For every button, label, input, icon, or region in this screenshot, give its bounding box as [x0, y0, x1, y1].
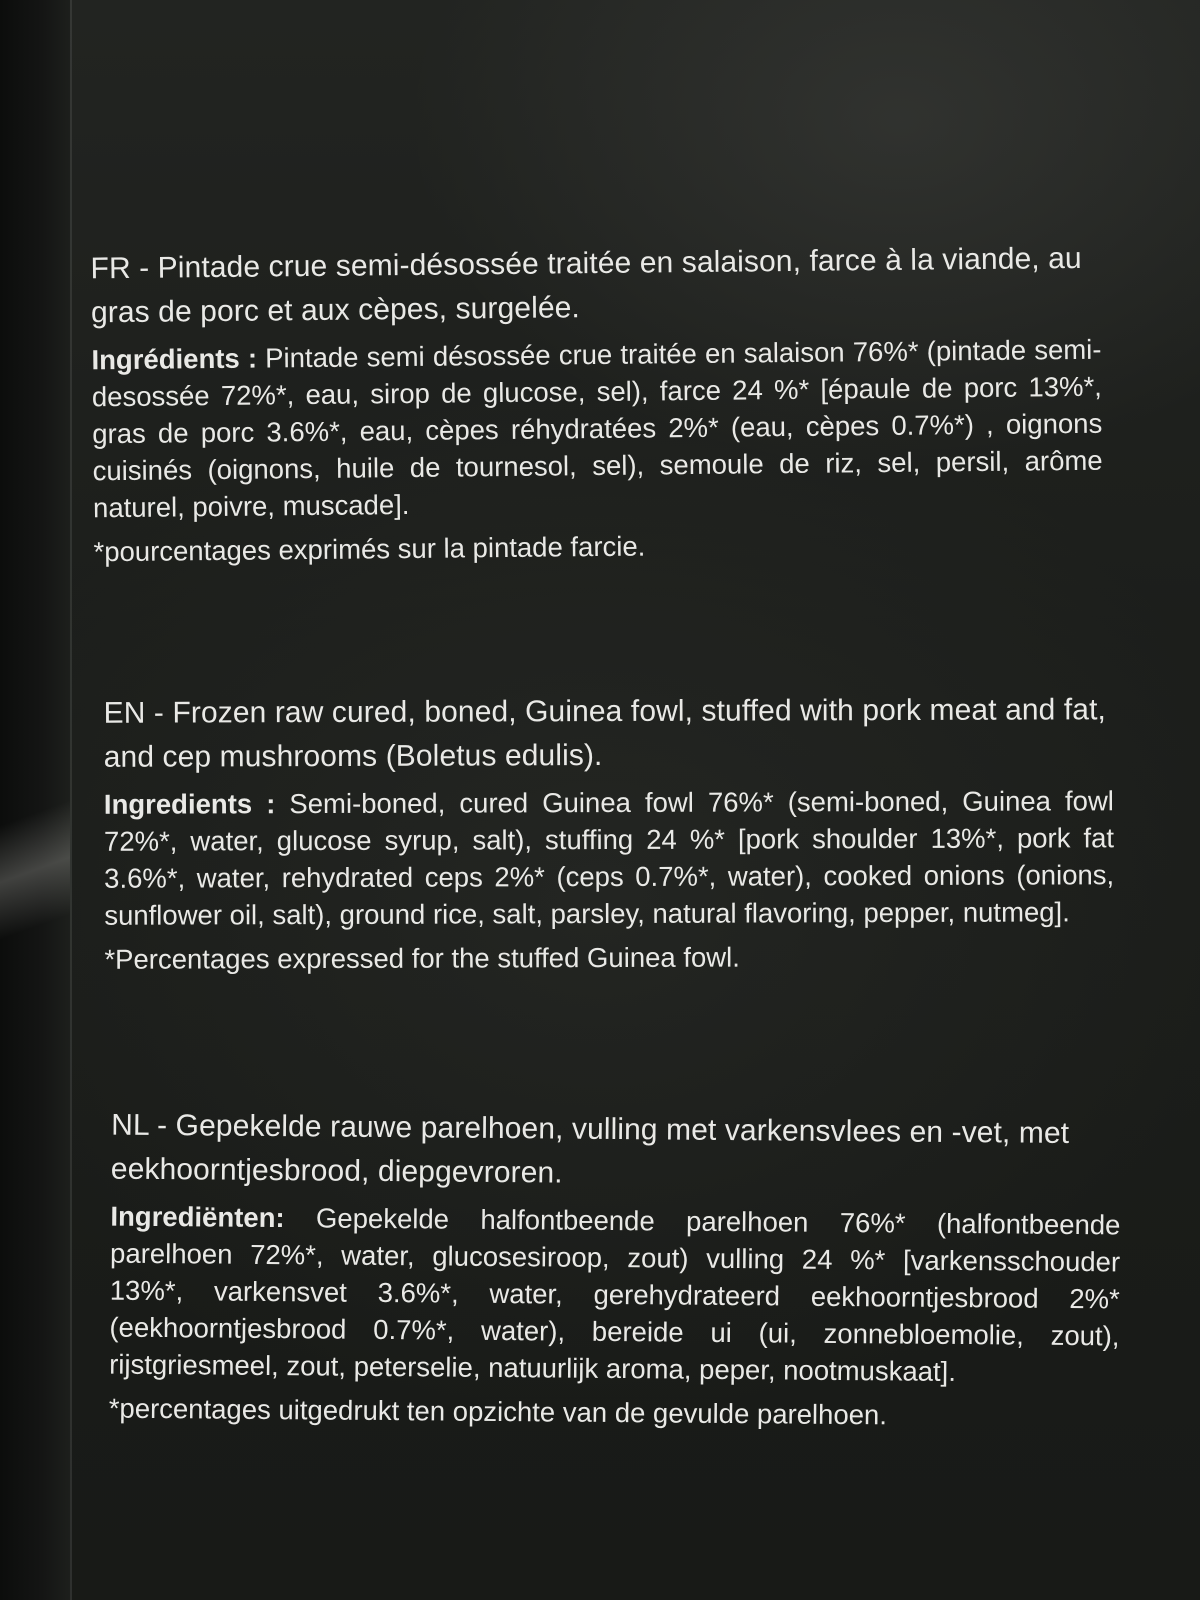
dutch-ingredients [109, 1198, 1121, 1392]
dutch-section [109, 1104, 1122, 1438]
dutch-percentage-note: *percentages uitgedrukt ten opzichte van de gevulde parelhoen. [108, 1392, 888, 1431]
package-fold-line [70, 0, 72, 1600]
light-glare [0, 740, 70, 1000]
english-percentage-note: *Percentages expressed for the stuffed Guinea fowl. [104, 941, 740, 975]
french-product-title: FR - Pintade crue semi-désossée traitée en salaison, farce à la viande, au gras de porc et aux cèpes, surgelée. [90, 241, 1082, 330]
french-section [90, 237, 1103, 573]
dutch-ingredients-label: Ingrediënten: [110, 1200, 285, 1234]
french-ingredients-text: Pintade semi désossée crue traitée en salaison 76%* (pintade semi-desossée 72%*, eau, sirop de glucose, sel), farce 24 %* [épaule de porc 13%*, gras de porc 3.6%*, eau, cèpes réhydratées 2%* (eau, cèpes 0.7%*) , oignons cuisinés (oignons, huile de tournesol, sel), semoule de riz, sel, persil, arôme naturel, poivre, muscade]. [91, 333, 1103, 524]
dutch-product-title: NL - Gepekelde rauwe parelhoen, vulling met varkensvlees en -vet, met eekhoorntjesbrood, diepgevroren. [110, 1108, 1070, 1190]
french-ingredients-label: Ingrédients : [91, 342, 258, 376]
dutch-ingredients-text: Gepekelde halfontbeende parelhoen 76%* (halfontbeende parelhoen 72%*, water, glucosesiroop, zout) vulling 24 %* [varkensschouder 13%*, varkensvet 3.6%*, water, gerehydrateerd eekhoorntjesbrood 2%* (eekhoorntjesbrood 0.7%*, water), bereide ui (ui, zonnebloemolie, zout), rijstgriesmeel, zout, peterselie, natuurlijk aroma, peper, nootmuskaat]. [109, 1202, 1121, 1387]
english-product-title: EN - Frozen raw cured, boned, Guinea fowl, stuffed with pork meat and fat, and cep mushrooms (Boletus edulis). [103, 693, 1106, 774]
english-ingredients-text: Semi-boned, cured Guinea fowl 76%* (semi-boned, Guinea fowl 72%*, water, glucose syrup, salt), stuffing 24 %* [pork shoulder 13%*, pork fat 3.6%*, water, rehydrated ceps 2%* (ceps 0.7%*, water), cooked onions (onions, sunflower oil, salt), ground rice, salt, parsley, natural flavoring, pepper, nutmeg]. [103, 785, 1115, 931]
english-ingredients [104, 782, 1115, 934]
english-section [104, 688, 1115, 980]
english-ingredients-label: Ingredients : [103, 788, 276, 820]
french-ingredients [91, 331, 1103, 527]
french-percentage-note: *pourcentages exprimés sur la pintade farcie. [93, 530, 646, 568]
